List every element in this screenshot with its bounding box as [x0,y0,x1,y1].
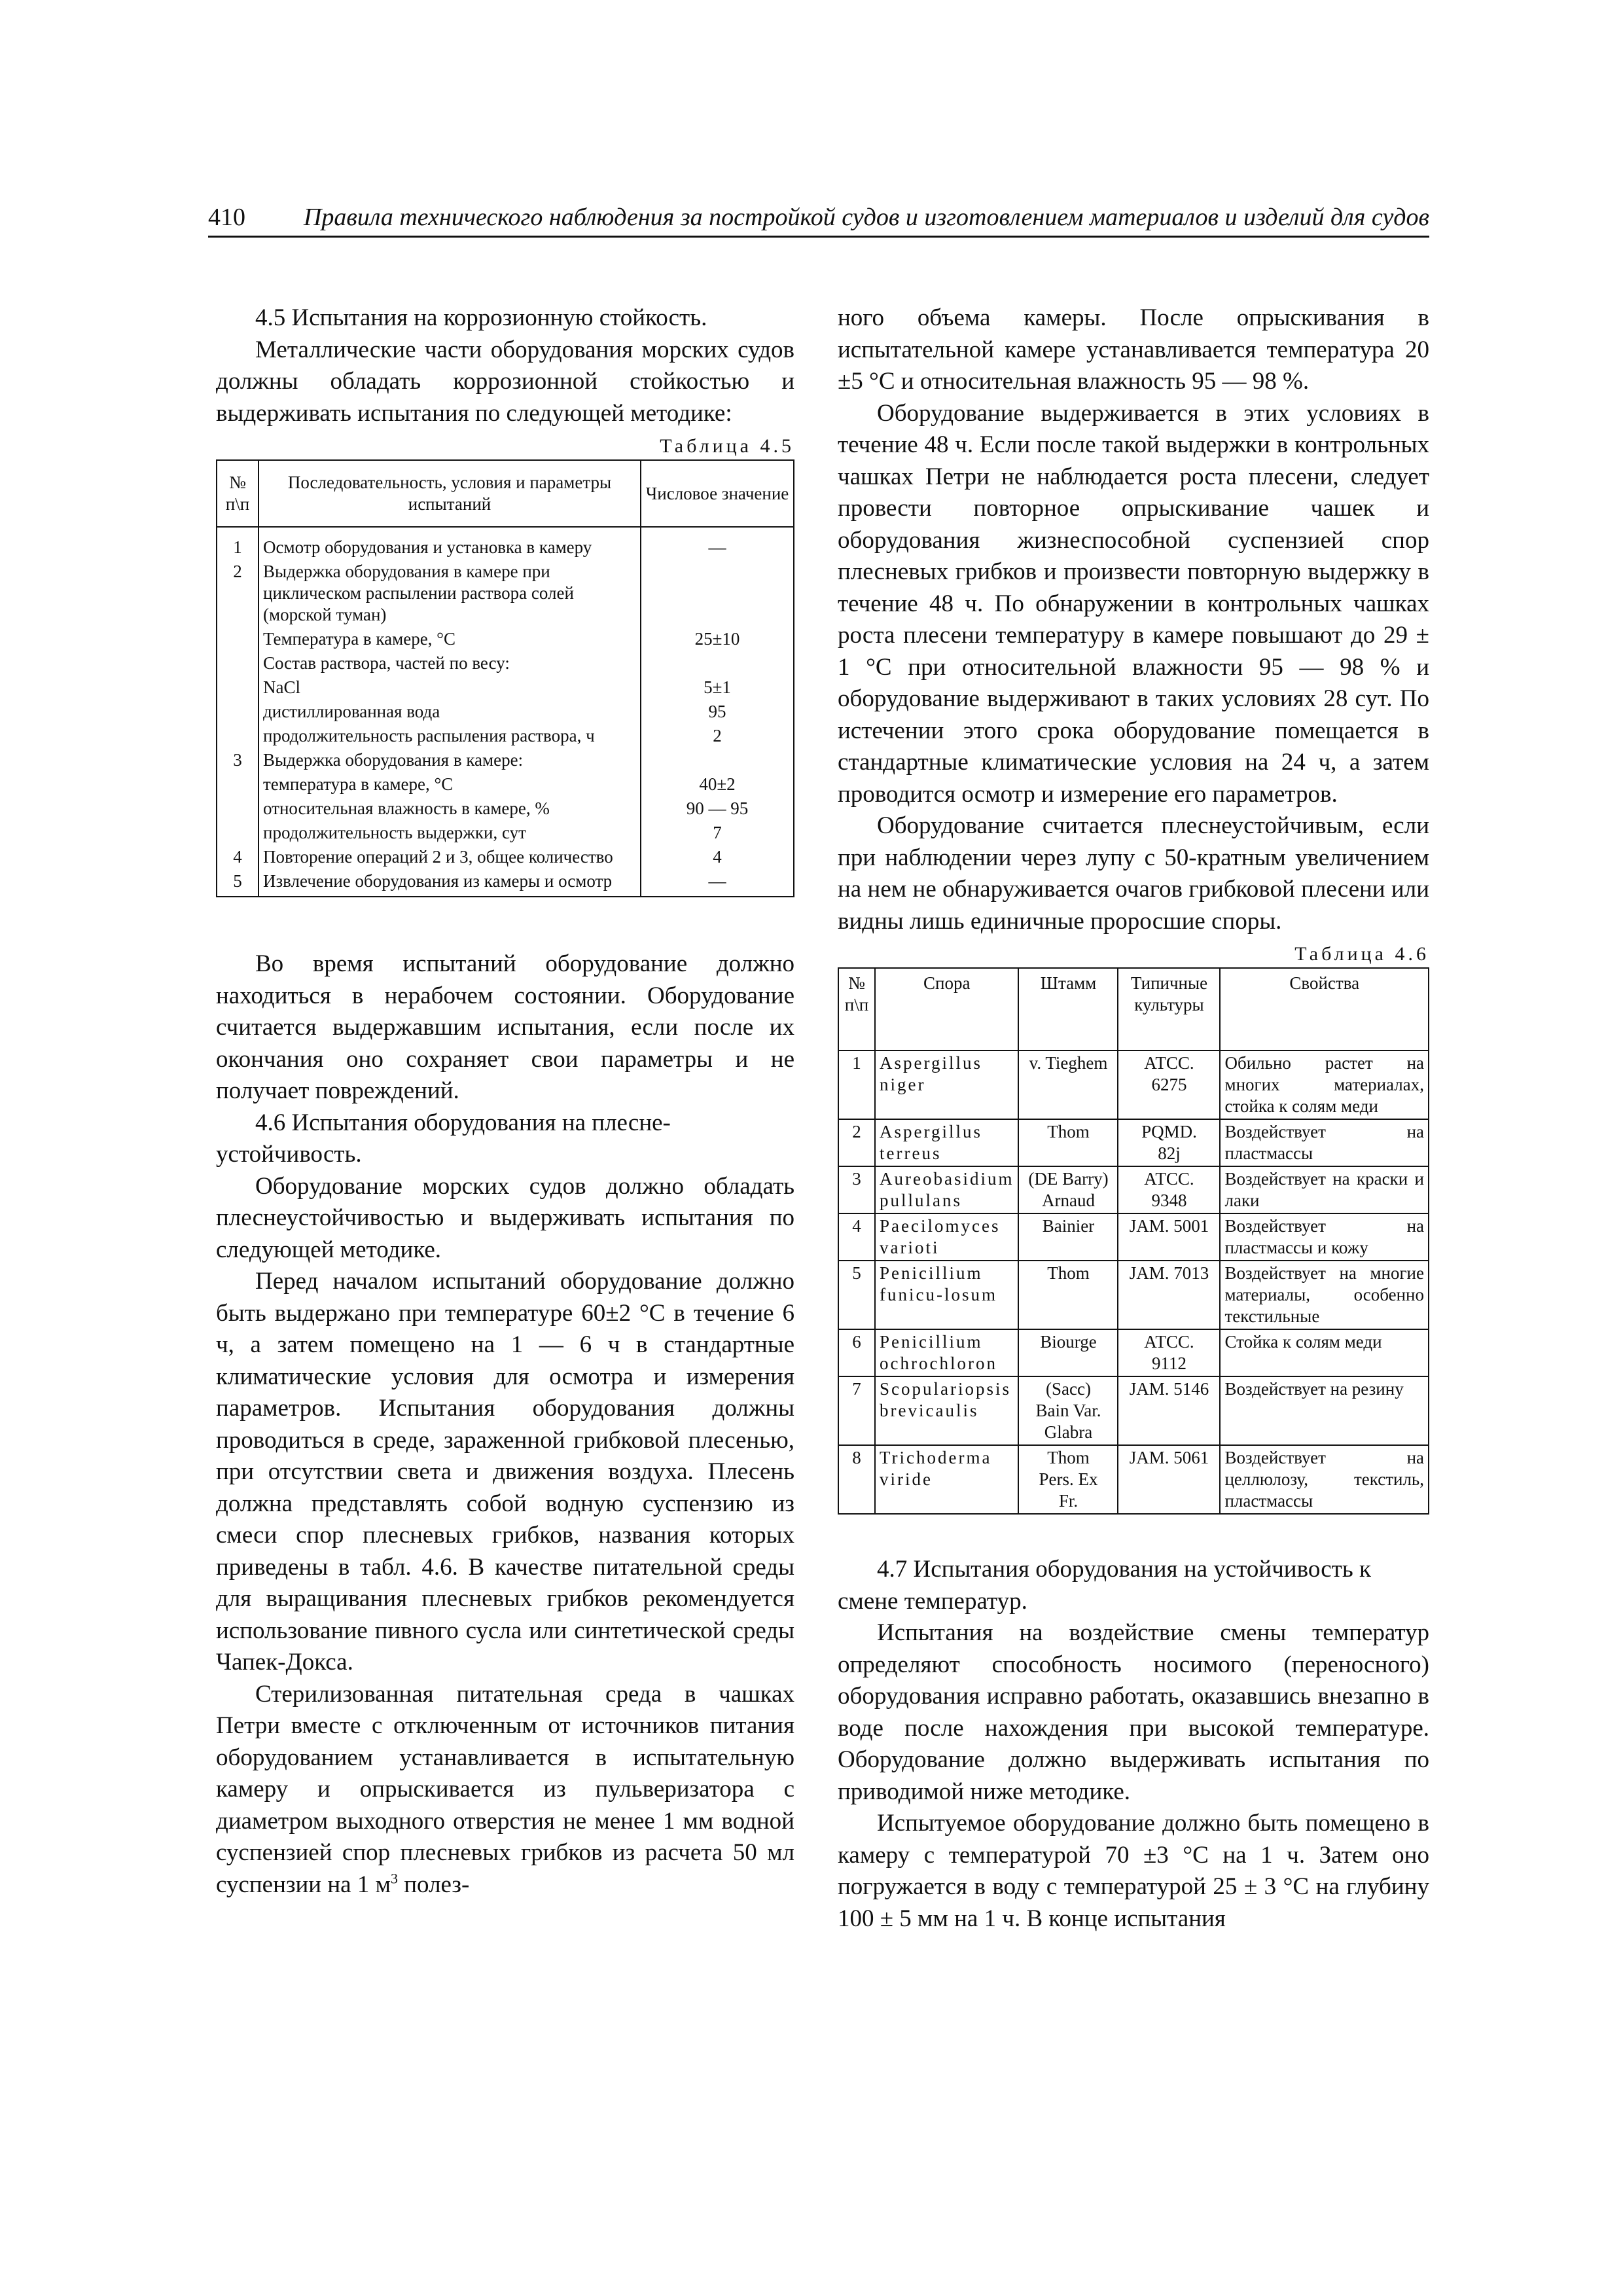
table-4-5-col-params: Последовательность, условия и параметры испытаний [259,460,641,527]
row-number [217,651,259,675]
row-number: 4 [838,1213,875,1261]
row-description [259,748,641,772]
paragraph-after-table-4-5: Во время испытаний оборудование должно находиться в нерабочем состоянии. Оборудование считается выдержавшим испытания, если после их окончания оно сохраняет свои параметры и не получает повреждений. [216,950,794,1104]
table-4-6-row [838,1166,1429,1213]
table-4-5-row [217,627,794,651]
properties [1220,1445,1429,1514]
spore-name [875,1213,1018,1261]
row-value-line: 25±10 [694,629,740,649]
typical-culture-line: 9112 [1151,1354,1186,1373]
row-description [259,527,641,560]
typical-culture-line: 82j [1158,1143,1181,1163]
properties [1220,1376,1429,1445]
spore-name-line: niger [880,1075,926,1094]
row-description-line: продолжительность выдержки, сут [263,823,526,842]
row-number: 3 [217,748,259,772]
properties-line: Стойка к солям меди [1224,1332,1382,1352]
row-description [259,724,641,748]
strain-line: Arnaud [1041,1191,1095,1210]
spore-name-line: terreus [880,1143,942,1163]
typical-culture-line: PQMD. [1141,1122,1197,1141]
spore-name [875,1166,1018,1213]
typical-culture-line: JAM. 5146 [1129,1379,1209,1399]
row-number [217,821,259,845]
row-number: 6 [838,1329,875,1376]
properties [1220,1261,1429,1329]
table-4-5-row [217,869,794,897]
properties [1220,1119,1429,1166]
spore-name-line: Scopulariopsis [880,1379,1011,1399]
row-value [641,700,794,724]
spore-name-line: Paecilomyces [880,1216,1001,1236]
table-4-5-row [217,724,794,748]
row-value [641,869,794,897]
row-number: 1 [838,1050,875,1119]
spore-name-line: pullulans [880,1191,962,1210]
row-description [259,772,641,797]
row-value-line: 5±1 [704,677,731,697]
table-4-5-header [217,460,794,527]
row-number: 7 [838,1376,875,1445]
section-4-6-intro: Оборудование морских судов должно обладать плеснеустойчивостью и выдерживать испытания по следующей методике. [216,1172,794,1263]
table-4-6-col-props: Свойства [1220,968,1429,1050]
properties-line: Воздействует на пластмассы [1224,1122,1424,1163]
running-title: Правила технического наблюдения за постройкой судов и изготовлением материалов и изделий для судов [303,204,1429,231]
table-4-6 [838,967,1429,1515]
section-4-7-title: 4.7 Испытания оборудования на устойчивость к смене температур. [838,1556,1371,1615]
row-description [259,651,641,675]
typical-culture [1118,1445,1220,1514]
table-4-6-row [838,1445,1429,1514]
row-number: 5 [838,1261,875,1329]
row-description [259,869,641,897]
row-value [641,821,794,845]
paragraph-continued: ного объема камеры. После опрыскивания в испытательной камере устанавливается температура 20 ±5 °С и относительная влажность 95 — 98 %. [838,304,1429,395]
spore-name-line: Penicillium [880,1263,983,1283]
row-number: 8 [838,1445,875,1514]
table-4-6-body [838,1050,1429,1514]
section-4-5-title: 4.5 Испытания на коррозионную стойкость. [255,304,707,331]
row-description [259,675,641,700]
strain-line: (Sacc) [1046,1379,1091,1399]
strain-line: (DE Barry) [1028,1169,1109,1189]
table-4-6-header [838,968,1429,1050]
typical-culture [1118,1166,1220,1213]
table-4-5 [216,459,794,897]
row-value-line: 4 [713,847,722,867]
table-4-5-row [217,821,794,845]
row-number: 5 [217,869,259,897]
typical-culture-line: JAM. 5001 [1129,1216,1209,1236]
strain-line: Glabra [1044,1422,1093,1442]
table-4-6-row [838,1376,1429,1445]
row-value-line: 95 [708,702,726,721]
table-4-5-row [217,527,794,560]
strain [1018,1213,1118,1261]
typical-culture-line: АТСС. [1144,1053,1194,1073]
spore-name-line: Aspergillus [880,1122,983,1141]
typical-culture [1118,1050,1220,1119]
spore-name [875,1376,1018,1445]
row-description-line: Температура в камере, °С [263,629,455,649]
spore-name-line: Aspergillus [880,1053,983,1073]
row-description-line: Извлечение оборудования из камеры и осмотр [263,871,613,891]
strain [1018,1261,1118,1329]
section-4-5-intro: Металлические части оборудования морских судов должны обладать коррозионной стойкостью и выдерживать испытания по следующей методике: [216,336,794,427]
row-number [217,724,259,748]
row-description [259,560,641,627]
strain-line: Biourge [1040,1332,1097,1352]
strain [1018,1376,1118,1445]
row-description [259,821,641,845]
table-4-6-col-spore: Спора [875,968,1018,1050]
table-4-5-row [217,797,794,821]
row-number: 3 [838,1166,875,1213]
properties [1220,1213,1429,1261]
spore-name [875,1119,1018,1166]
table-4-5-row [217,560,794,627]
paragraph-mold-resistant: Оборудование считается плеснеустойчивым, если при наблюдении через лупу с 50-кратным увеличением на нем не обнаруживается очагов грибковой плесени или видны лишь единичные проросшие споры. [838,812,1429,935]
typical-culture [1118,1261,1220,1329]
row-number [217,627,259,651]
row-value-line: 2 [713,726,722,745]
sterile-end: полез- [398,1871,470,1898]
properties-line: Воздействует на краски и лаки [1224,1169,1424,1210]
paragraph-placement: Испытуемое оборудование должно быть помещено в камеру с температурой 70 ±3 °С на 1 ч. Затем оно погружается в воду с температурой 25 ± 3 °С на глубину 100 ± 5 мм на 1 ч. В конце испытания [838,1810,1429,1932]
spore-name-line: Aureobasidium [880,1169,1014,1189]
typical-culture-line: АТСС. [1144,1332,1194,1352]
paragraph-hold-conditions: Оборудование выдерживается в этих условиях в течение 48 ч. Если после такой выдержки в контрольных чашках Петри не наблюдается роста плесени, следует провести повторное опрыскивание чашек и оборудования жизнеспособной суспензией спор плесневых грибков и произвести повторную выдержку в течение 48 ч. По обнаружении в контрольных чашках роста плесени температуру в камере повышают до 29 ± 1 °С при относительной влажности 95 — 98 % и оборудование выдерживают в таких условиях 28 сут. По истечении этого срока оборудование помещается в стандартные климатические условия на 24 ч, а затем проводится осмотр и измерение его параметров. [838,399,1429,808]
strain [1018,1166,1118,1213]
row-value [641,627,794,651]
table-4-6-col-num: № п\п [838,968,875,1050]
spore-name [875,1445,1018,1514]
table-4-6-row [838,1261,1429,1329]
table-4-5-caption: Таблица 4.5 [660,435,794,457]
strain-line: Fr. [1058,1491,1079,1511]
row-value-line: — [708,871,726,891]
spore-name [875,1050,1018,1119]
spore-name-line: varioti [880,1238,940,1257]
table-4-6-caption: Таблица 4.6 [1294,943,1429,965]
strain-line: Bainier [1042,1216,1095,1236]
table-4-6-row [838,1213,1429,1261]
row-value [641,560,794,627]
spore-name-line: funicu-losum [880,1285,997,1304]
spore-name-line: brevicaulis [880,1401,979,1420]
row-description [259,627,641,651]
properties-line: Воздействует на резину [1224,1379,1404,1399]
table-4-6-row [838,1050,1429,1119]
row-description-line: Состав раствора, частей по весу: [263,653,510,673]
properties-line: Воздействует на многие материалы, особенно текстильные [1224,1263,1424,1326]
strain [1018,1445,1118,1514]
row-description [259,845,641,869]
properties [1220,1329,1429,1376]
properties [1220,1050,1429,1119]
table-4-5-row [217,700,794,724]
table-4-5-row [217,748,794,772]
typical-culture-line: JAM. 5061 [1129,1448,1209,1467]
typical-culture [1118,1376,1220,1445]
row-number [217,797,259,821]
spore-name-line: viride [880,1469,933,1489]
typical-culture-line: 9348 [1151,1191,1187,1210]
row-description-line: продолжительность распыления раствора, ч [263,726,595,745]
row-description [259,700,641,724]
properties [1220,1166,1429,1213]
row-description-line: Выдержка оборудования в камере при циклическом распылении раствора солей (морской туман) [263,562,574,624]
row-value-line: 90 — 95 [686,798,749,818]
row-number: 4 [217,845,259,869]
strain-line: Thom [1047,1263,1090,1283]
row-number: 1 [217,527,259,560]
sterile-text: Стерилизованная питательная среда в чашках Петри вместе с отключенным от источников питания оборудованием устанавливается в испытательную камеру и опрыскивается из пульверизатора с диаметром выходного отверстия не менее 1 мм водной суспензией спор плесневых грибков из расчета 50 мл суспензии на 1 м [216,1680,794,1898]
row-description [259,797,641,821]
paragraph-temperature-change: Испытания на воздействие смены температур определяют способность носимого (переносного) оборудования исправно работать, оказавшись внезапно в воде после нахождения при высокой температуре. Оборудование должно выдерживать испытания по приводимой ниже методике. [838,1619,1429,1805]
row-value-line: 7 [713,823,722,842]
strain [1018,1119,1118,1166]
row-description-line: дистиллированная вода [263,702,440,721]
paragraph-sterilized-medium [216,1679,794,1901]
row-value [641,845,794,869]
table-4-5-row [217,772,794,797]
row-number [217,700,259,724]
table-4-5-row [217,651,794,675]
row-description-line: Выдержка оборудования в камере: [263,750,524,770]
page-number: 410 [208,204,245,231]
typical-culture-line: JAM. 7013 [1129,1263,1209,1283]
typical-culture [1118,1119,1220,1166]
spore-name-line: Trichoderma [880,1448,992,1467]
spore-name-line: Penicillium [880,1332,983,1352]
properties-line: Воздействует на пластмассы и кожу [1224,1216,1424,1257]
row-number: 2 [217,560,259,627]
typical-culture-line: АТСС. [1144,1169,1194,1189]
spore-name [875,1329,1018,1376]
spore-name-line: ochrochloron [880,1354,997,1373]
table-4-6-row [838,1119,1429,1166]
properties-line: Обильно растет на многих материалах, стойка к солям меди [1224,1053,1424,1116]
row-description-line: Осмотр оборудования и установка в камеру [263,537,592,557]
row-number: 2 [838,1119,875,1166]
table-4-6-col-culture: Типичные культуры [1118,968,1220,1050]
row-value [641,527,794,560]
strain [1018,1329,1118,1376]
typical-culture [1118,1329,1220,1376]
row-number [217,675,259,700]
typical-culture [1118,1213,1220,1261]
table-4-5-row [217,845,794,869]
table-4-6-row [838,1329,1429,1376]
row-value [641,772,794,797]
paragraph-before-test: Перед началом испытаний оборудование должно быть выдержано при температуре 60±2 °С в течение 6 ч, а затем помещено на 1 — 6 ч в стандартные климатические условия для осмотра и измерения параметров. Испытания оборудования должны проводиться в среде, зараженной грибковой плесенью, при отсутствии света и движения воздуха. Плесень должна представлять собой водную суспензию из смеси спор плесневых грибков, названия которых приведены в табл. 4.6. В качестве питательной среды для выращивания плесневых грибков рекомендуется использование пивного сусла или синтетической среды Чапек-Докса. [216,1268,794,1676]
right-column [838,302,1429,1935]
strain-line: Thom [1047,1122,1090,1141]
row-value [641,675,794,700]
strain-line: Thom [1047,1448,1090,1467]
table-4-6-col-strain: Штамм [1018,968,1118,1050]
row-value [641,797,794,821]
strain-line: v. Tieghem [1029,1053,1108,1073]
row-value [641,748,794,772]
section-4-6-title: 4.6 Испытания оборудования на плесне-устойчивость. [216,1109,671,1168]
strain [1018,1050,1118,1119]
row-value [641,724,794,748]
table-4-5-col-value: Числовое значение [641,460,794,527]
row-description-line: Повторение операций 2 и 3, общее количество [263,847,613,867]
table-4-5-body [217,527,794,897]
row-value [641,651,794,675]
running-header [208,196,1429,238]
spore-name [875,1261,1018,1329]
strain-line: Bain Var. [1035,1401,1101,1420]
table-4-5-row [217,675,794,700]
typical-culture-line: 6275 [1151,1075,1187,1094]
row-value-line: — [708,537,726,557]
row-value-line: 40±2 [699,774,736,794]
left-column [216,302,794,1901]
cubic-superscript: 3 [391,1870,398,1887]
table-4-5-col-num: № п\п [217,460,259,527]
strain-line: Pers. Ex [1039,1469,1098,1489]
properties-line: Воздействует на целлюлозу, текстиль, пластмассы [1224,1448,1424,1511]
row-description-line: температура в камере, °С [263,774,454,794]
row-description-line: относительная влажность в камере, % [263,798,550,818]
row-description-line: NaCl [263,677,300,697]
row-number [217,772,259,797]
